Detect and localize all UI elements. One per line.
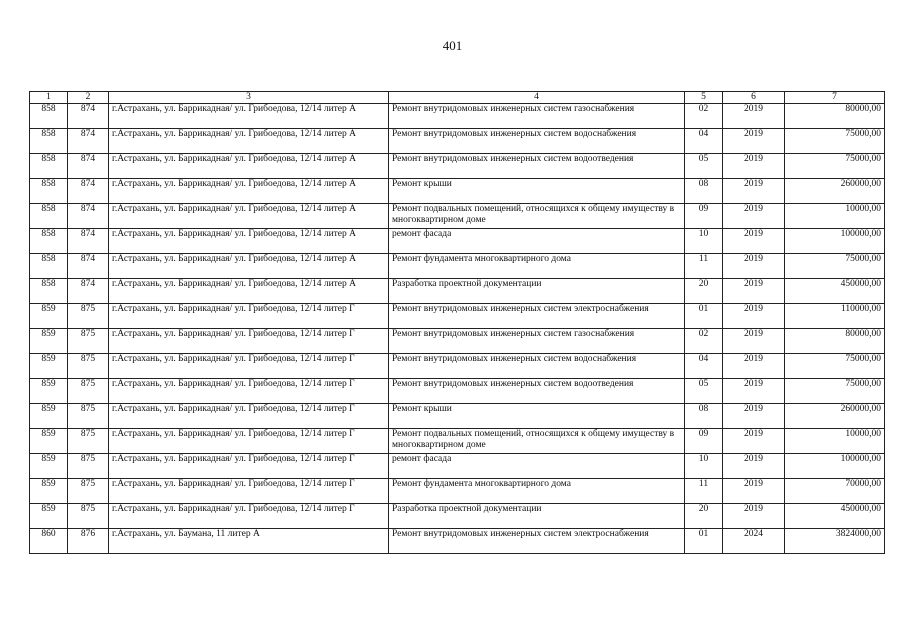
work-type-cell: Ремонт внутридомовых инженерных систем газоснабжения	[389, 104, 685, 129]
table-row	[30, 129, 885, 154]
work-code-cell: 08	[685, 404, 723, 429]
work-type-cell: Ремонт внутридомовых инженерных систем водоотведения	[389, 154, 685, 179]
address-cell: г.Астрахань, ул. Баррикадная/ ул. Грибоедова, 12/14 литер Г	[109, 304, 389, 329]
work-type-cell: Ремонт фундамента многоквартирного дома	[389, 254, 685, 279]
amount-cell: 80000,00	[785, 329, 885, 354]
row-number-cell: 859	[30, 429, 68, 454]
object-number-cell: 876	[68, 529, 109, 554]
table-row	[30, 354, 885, 379]
table-row	[30, 229, 885, 254]
year-cell: 2019	[723, 429, 785, 454]
row-number-cell: 858	[30, 204, 68, 229]
page-number: 401	[442, 38, 463, 53]
address-cell: г.Астрахань, ул. Баррикадная/ ул. Грибоедова, 12/14 литер А	[109, 154, 389, 179]
object-number-cell: 874	[68, 254, 109, 279]
year-cell: 2019	[723, 154, 785, 179]
row-number-cell: 859	[30, 404, 68, 429]
address-cell: г.Астрахань, ул. Баумана, 11 литер А	[109, 529, 389, 554]
object-number-cell: 875	[68, 304, 109, 329]
year-cell: 2019	[723, 254, 785, 279]
work-type-cell: Ремонт внутридомовых инженерных систем электроснабжения	[389, 529, 685, 554]
row-number-cell: 858	[30, 229, 68, 254]
row-number-cell: 859	[30, 479, 68, 504]
column-number-header	[30, 92, 885, 104]
work-code-cell: 04	[685, 129, 723, 154]
amount-cell: 75000,00	[785, 379, 885, 404]
amount-cell: 450000,00	[785, 279, 885, 304]
table-row	[30, 404, 885, 429]
row-number-cell: 860	[30, 529, 68, 554]
amount-cell: 75000,00	[785, 154, 885, 179]
work-code-cell: 11	[685, 479, 723, 504]
work-code-cell: 02	[685, 104, 723, 129]
work-code-cell: 05	[685, 379, 723, 404]
work-code-cell: 02	[685, 329, 723, 354]
address-cell: г.Астрахань, ул. Баррикадная/ ул. Грибоедова, 12/14 литер Г	[109, 504, 389, 529]
column-header: 6	[723, 92, 785, 104]
work-code-cell: 08	[685, 179, 723, 204]
work-type-cell: Ремонт внутридомовых инженерных систем газоснабжения	[389, 329, 685, 354]
work-type-cell: Ремонт внутридомовых инженерных систем водоотведения	[389, 379, 685, 404]
address-cell: г.Астрахань, ул. Баррикадная/ ул. Грибоедова, 12/14 литер А	[109, 179, 389, 204]
work-code-cell: 20	[685, 279, 723, 304]
address-cell: г.Астрахань, ул. Баррикадная/ ул. Грибоедова, 12/14 литер А	[109, 254, 389, 279]
year-cell: 2019	[723, 454, 785, 479]
year-cell: 2019	[723, 179, 785, 204]
object-number-cell: 874	[68, 104, 109, 129]
row-number-cell: 858	[30, 254, 68, 279]
work-code-cell: 11	[685, 254, 723, 279]
year-cell: 2019	[723, 404, 785, 429]
table-row	[30, 104, 885, 129]
amount-cell: 100000,00	[785, 229, 885, 254]
row-number-cell: 858	[30, 154, 68, 179]
work-code-cell: 05	[685, 154, 723, 179]
amount-cell: 75000,00	[785, 354, 885, 379]
object-number-cell: 875	[68, 404, 109, 429]
object-number-cell: 875	[68, 354, 109, 379]
year-cell: 2019	[723, 229, 785, 254]
address-cell: г.Астрахань, ул. Баррикадная/ ул. Грибоедова, 12/14 литер Г	[109, 404, 389, 429]
amount-cell: 75000,00	[785, 254, 885, 279]
row-number-cell: 859	[30, 354, 68, 379]
table-row	[30, 254, 885, 279]
work-code-cell: 04	[685, 354, 723, 379]
work-type-cell: ремонт фасада	[389, 454, 685, 479]
row-number-cell: 858	[30, 104, 68, 129]
row-number-cell: 859	[30, 454, 68, 479]
work-type-cell: Ремонт подвальных помещений, относящихся к общему имуществу в многоквартирном доме	[389, 204, 685, 229]
object-number-cell: 875	[68, 454, 109, 479]
table-row	[30, 304, 885, 329]
amount-cell: 10000,00	[785, 204, 885, 229]
column-header: 7	[785, 92, 885, 104]
work-code-cell: 09	[685, 204, 723, 229]
table-row	[30, 179, 885, 204]
year-cell: 2019	[723, 379, 785, 404]
column-header: 3	[109, 92, 389, 104]
year-cell: 2019	[723, 279, 785, 304]
amount-cell: 110000,00	[785, 304, 885, 329]
object-number-cell: 874	[68, 229, 109, 254]
work-type-cell: Ремонт крыши	[389, 179, 685, 204]
address-cell: г.Астрахань, ул. Баррикадная/ ул. Грибоедова, 12/14 литер А	[109, 279, 389, 304]
work-type-cell: Ремонт подвальных помещений, относящихся к общему имуществу в многоквартирном доме	[389, 429, 685, 454]
table-row	[30, 379, 885, 404]
row-number-cell: 858	[30, 129, 68, 154]
amount-cell: 75000,00	[785, 129, 885, 154]
year-cell: 2019	[723, 204, 785, 229]
object-number-cell: 874	[68, 279, 109, 304]
object-number-cell: 874	[68, 179, 109, 204]
address-cell: г.Астрахань, ул. Баррикадная/ ул. Грибоедова, 12/14 литер Г	[109, 354, 389, 379]
table-row	[30, 279, 885, 304]
work-code-cell: 10	[685, 229, 723, 254]
row-number-cell: 858	[30, 279, 68, 304]
object-number-cell: 875	[68, 379, 109, 404]
object-number-cell: 875	[68, 329, 109, 354]
work-type-cell: ремонт фасада	[389, 229, 685, 254]
year-cell: 2019	[723, 129, 785, 154]
year-cell: 2019	[723, 479, 785, 504]
work-code-cell: 01	[685, 529, 723, 554]
year-cell: 2019	[723, 304, 785, 329]
row-number-cell: 859	[30, 379, 68, 404]
table-row	[30, 529, 885, 554]
row-number-cell: 859	[30, 504, 68, 529]
work-code-cell: 10	[685, 454, 723, 479]
row-number-cell: 859	[30, 304, 68, 329]
amount-cell: 10000,00	[785, 429, 885, 454]
amount-cell: 3824000,00	[785, 529, 885, 554]
amount-cell: 260000,00	[785, 404, 885, 429]
column-header: 2	[68, 92, 109, 104]
work-code-cell: 09	[685, 429, 723, 454]
work-type-cell: Ремонт внутридомовых инженерных систем водоснабжения	[389, 354, 685, 379]
object-number-cell: 874	[68, 204, 109, 229]
amount-cell: 80000,00	[785, 104, 885, 129]
address-cell: г.Астрахань, ул. Баррикадная/ ул. Грибоедова, 12/14 литер А	[109, 204, 389, 229]
address-cell: г.Астрахань, ул. Баррикадная/ ул. Грибоедова, 12/14 литер А	[109, 104, 389, 129]
table-row	[30, 504, 885, 529]
column-header: 4	[389, 92, 685, 104]
work-type-cell: Ремонт фундамента многоквартирного дома	[389, 479, 685, 504]
amount-cell: 260000,00	[785, 179, 885, 204]
address-cell: г.Астрахань, ул. Баррикадная/ ул. Грибоедова, 12/14 литер Г	[109, 429, 389, 454]
amount-cell: 450000,00	[785, 504, 885, 529]
work-type-cell: Ремонт крыши	[389, 404, 685, 429]
row-number-cell: 858	[30, 179, 68, 204]
object-number-cell: 875	[68, 429, 109, 454]
address-cell: г.Астрахань, ул. Баррикадная/ ул. Грибоедова, 12/14 литер А	[109, 229, 389, 254]
table-row	[30, 154, 885, 179]
address-cell: г.Астрахань, ул. Баррикадная/ ул. Грибоедова, 12/14 литер А	[109, 129, 389, 154]
address-cell: г.Астрахань, ул. Баррикадная/ ул. Грибоедова, 12/14 литер Г	[109, 329, 389, 354]
row-number-cell: 859	[30, 329, 68, 354]
year-cell: 2024	[723, 529, 785, 554]
work-code-cell: 01	[685, 304, 723, 329]
object-number-cell: 874	[68, 129, 109, 154]
table-row	[30, 429, 885, 454]
work-type-cell: Ремонт внутридомовых инженерных систем водоснабжения	[389, 129, 685, 154]
address-cell: г.Астрахань, ул. Баррикадная/ ул. Грибоедова, 12/14 литер Г	[109, 454, 389, 479]
year-cell: 2019	[723, 504, 785, 529]
year-cell: 2019	[723, 104, 785, 129]
work-code-cell: 20	[685, 504, 723, 529]
year-cell: 2019	[723, 354, 785, 379]
address-cell: г.Астрахань, ул. Баррикадная/ ул. Грибоедова, 12/14 литер Г	[109, 479, 389, 504]
address-cell: г.Астрахань, ул. Баррикадная/ ул. Грибоедова, 12/14 литер Г	[109, 379, 389, 404]
work-type-cell: Ремонт внутридомовых инженерных систем электроснабжения	[389, 304, 685, 329]
work-type-cell: Разработка проектной документации	[389, 504, 685, 529]
table-body	[30, 104, 885, 554]
table-row	[30, 204, 885, 229]
repair-schedule-table	[29, 91, 885, 554]
amount-cell: 70000,00	[785, 479, 885, 504]
table-row	[30, 329, 885, 354]
object-number-cell: 874	[68, 154, 109, 179]
year-cell: 2019	[723, 329, 785, 354]
column-header: 5	[685, 92, 723, 104]
object-number-cell: 875	[68, 504, 109, 529]
object-number-cell: 875	[68, 479, 109, 504]
work-type-cell: Разработка проектной документации	[389, 279, 685, 304]
table-row	[30, 454, 885, 479]
column-header: 1	[30, 92, 68, 104]
amount-cell: 100000,00	[785, 454, 885, 479]
table-row	[30, 479, 885, 504]
